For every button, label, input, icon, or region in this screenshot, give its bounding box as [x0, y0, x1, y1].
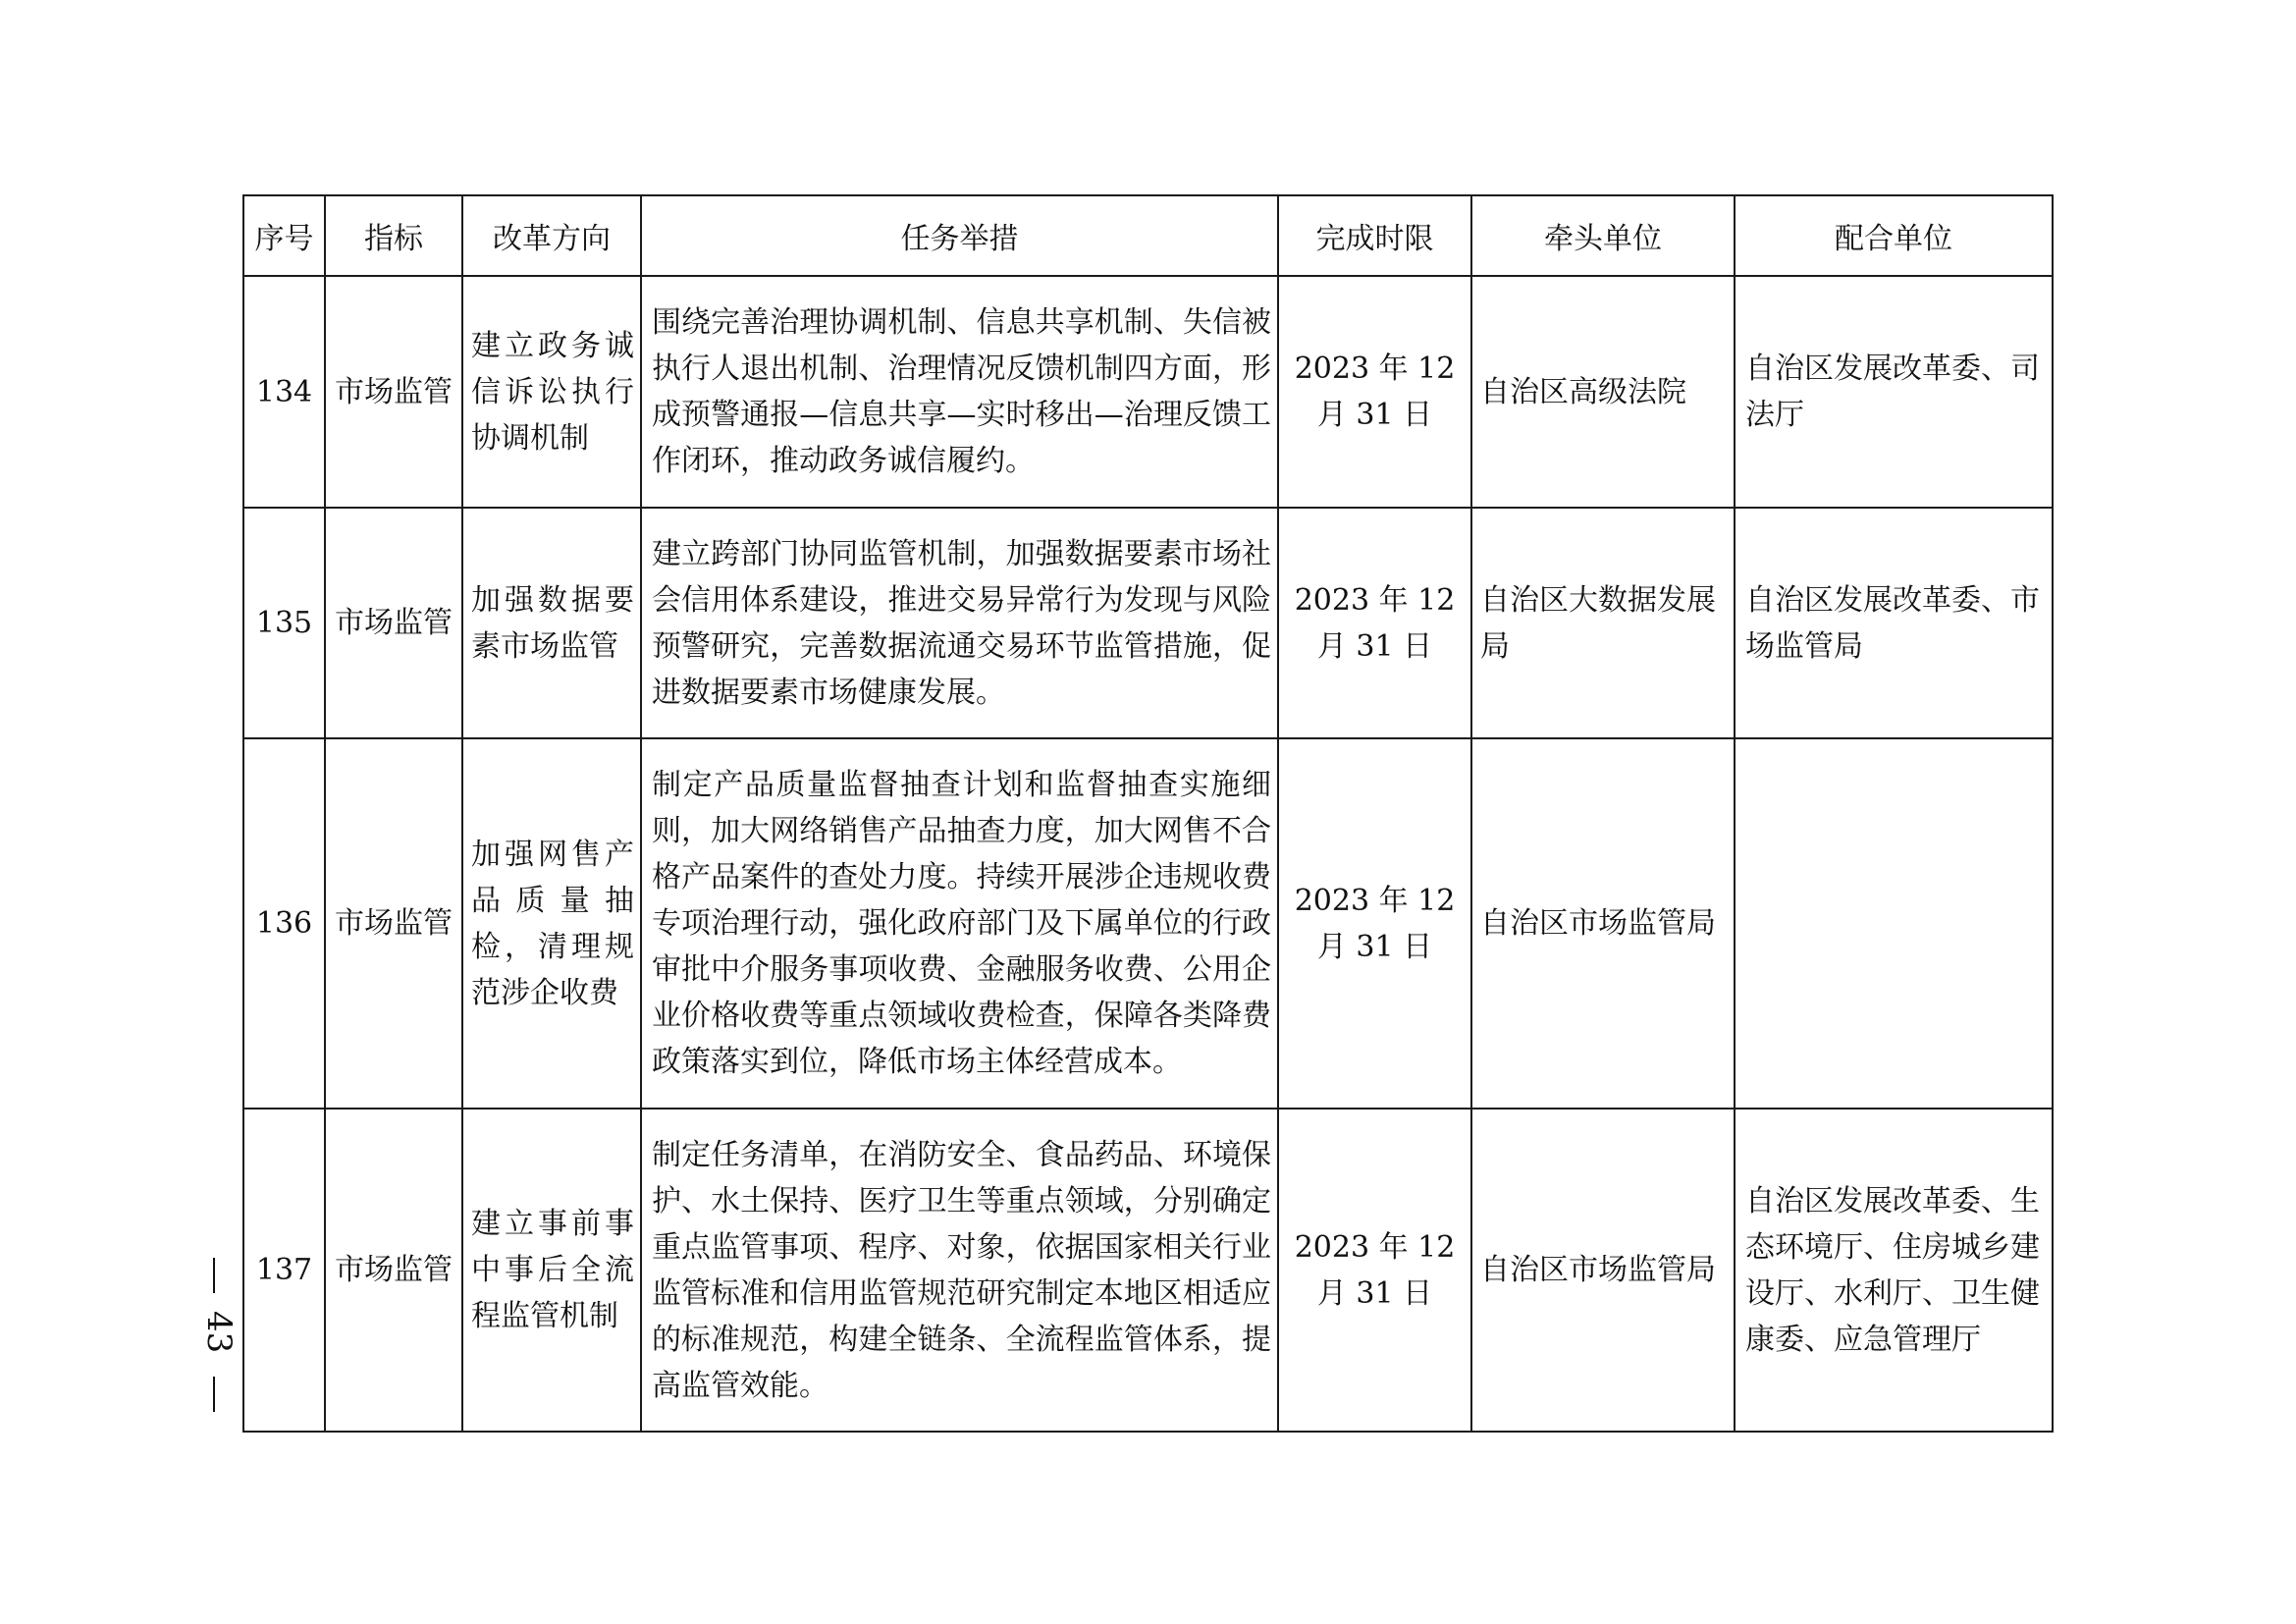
row-deadline: 2023 年 12 月 31 日: [1278, 276, 1471, 508]
page-number-dash-bottom: [213, 1377, 215, 1412]
row-direction: 加强网售产品质量抽检，清理规范涉企收费: [462, 738, 641, 1109]
row-lead-unit: 自治区高级法院: [1471, 276, 1735, 508]
header-deadline: 完成时限: [1278, 195, 1471, 276]
row-serial: 135: [243, 508, 325, 738]
row-lead-unit: 自治区市场监管局: [1471, 1109, 1735, 1432]
row-coop-unit: [1735, 738, 2053, 1109]
page-number: 43: [199, 1311, 239, 1354]
header-task: 任务举措: [641, 195, 1278, 276]
row-direction: 加强数据要素市场监管: [462, 508, 641, 738]
table-row: [243, 508, 2053, 738]
row-task: 制定产品质量监督抽查计划和监督抽查实施细则，加大网络销售产品抽查力度，加大网售不合格产品案件的查处力度。持续开展涉企违规收费专项治理行动，强化政府部门及下属单位的行政审批中介服务事项收费、金融服务收费、公用企业价格收费等重点领域收费检查，保障各类降费政策落实到位，降低市场主体经营成本。: [641, 738, 1278, 1109]
row-serial: 134: [243, 276, 325, 508]
row-indicator: 市场监管: [325, 1109, 462, 1432]
table-row: [243, 738, 2053, 1109]
row-direction: 建立事前事中事后全流程监管机制: [462, 1109, 641, 1432]
row-serial: 136: [243, 738, 325, 1109]
header-indicator: 指标: [325, 195, 462, 276]
table-row: [243, 276, 2053, 508]
row-serial: 137: [243, 1109, 325, 1432]
row-indicator: 市场监管: [325, 276, 462, 508]
row-coop-unit: 自治区发展改革委、市场监管局: [1735, 508, 2053, 738]
row-deadline: 2023 年 12 月 31 日: [1278, 738, 1471, 1109]
header-row: [243, 195, 2053, 276]
row-task: 建立跨部门协同监管机制，加强数据要素市场社会信用体系建设，推进交易异常行为发现与风险预警研究，完善数据流通交易环节监管措施，促进数据要素市场健康发展。: [641, 508, 1278, 738]
table-row: [243, 1109, 2053, 1432]
header-serial: 序号: [243, 195, 325, 276]
header-coop-unit: 配合单位: [1735, 195, 2053, 276]
row-lead-unit: 自治区大数据发展局: [1471, 508, 1735, 738]
row-indicator: 市场监管: [325, 508, 462, 738]
page-number-dash-top: [213, 1258, 215, 1293]
row-coop-unit: 自治区发展改革委、生态环境厅、住房城乡建设厅、水利厅、卫生健康委、应急管理厅: [1735, 1109, 2053, 1432]
task-table: [242, 194, 2054, 1433]
row-coop-unit: 自治区发展改革委、司法厅: [1735, 276, 2053, 508]
row-task: 制定任务清单，在消防安全、食品药品、环境保护、水土保持、医疗卫生等重点领域，分别确定重点监管事项、程序、对象，依据国家相关行业监管标准和信用监管规范研究制定本地区相适应的标准规范，构建全链条、全流程监管体系，提高监管效能。: [641, 1109, 1278, 1432]
row-lead-unit: 自治区市场监管局: [1471, 738, 1735, 1109]
row-direction: 建立政务诚信诉讼执行协调机制: [462, 276, 641, 508]
row-deadline: 2023 年 12 月 31 日: [1278, 1109, 1471, 1432]
header-direction: 改革方向: [462, 195, 641, 276]
row-task: 围绕完善治理协调机制、信息共享机制、失信被执行人退出机制、治理情况反馈机制四方面，形成预警通报—信息共享—实时移出—治理反馈工作闭环，推动政务诚信履约。: [641, 276, 1278, 508]
header-lead-unit: 牵头单位: [1471, 195, 1735, 276]
row-indicator: 市场监管: [325, 738, 462, 1109]
row-deadline: 2023 年 12 月 31 日: [1278, 508, 1471, 738]
